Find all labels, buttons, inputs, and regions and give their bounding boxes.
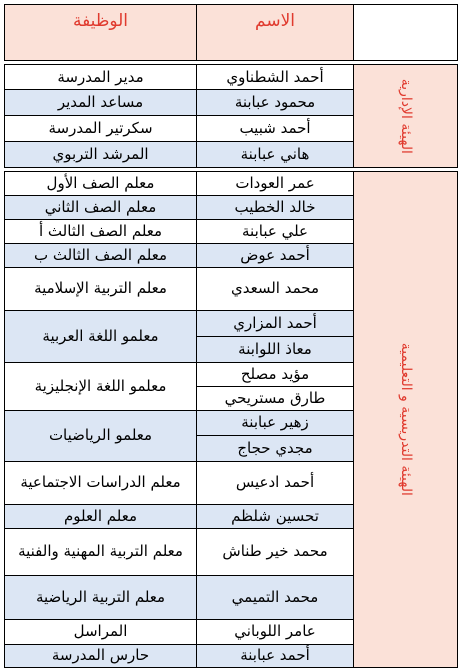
teacher-name-cell: مجدي حجاج: [196, 435, 354, 462]
teacher-name-cell: عامر اللوباني: [196, 619, 354, 645]
teacher-name-cell: معاذ اللوابنة: [196, 336, 354, 363]
teacher-name-cell: خالد الخطيب: [196, 195, 354, 220]
teacher-job-cell: معلم العلوم: [4, 504, 197, 529]
admin-job-cell: مدير المدرسة: [4, 64, 197, 91]
teacher-name-cell: تحسين شلظم: [196, 504, 354, 529]
header-name: الاسم: [196, 4, 354, 61]
teacher-job-cell: معلمو الرياضيات: [4, 410, 197, 462]
teacher-name-cell: محمد السعدي: [196, 267, 354, 311]
teacher-job-cell: معلم الصف الثالث ب: [4, 243, 197, 268]
teacher-name-cell: زهير عبابنة: [196, 410, 354, 436]
group-admin-label: الهيئة الإدارية: [397, 78, 414, 154]
teacher-name-cell: علي عبابنة: [196, 219, 354, 244]
teacher-name-cell: مؤيد مصلح: [196, 362, 354, 387]
teacher-job-cell: المراسل: [4, 619, 197, 645]
admin-name-cell: هاني عبابنة: [196, 141, 354, 168]
teacher-name-cell: محمد التميمي: [196, 575, 354, 620]
teacher-name-cell: محمد خير طناش: [196, 528, 354, 576]
teacher-job-cell: معلمو اللغة الإنجليزية: [4, 362, 197, 411]
header-job: الوظيفة: [4, 4, 197, 61]
admin-job-cell: المرشد التربوي: [4, 141, 197, 168]
teacher-job-cell: معلم التربية الإسلامية: [4, 267, 197, 311]
admin-job-cell: مساعد المدير: [4, 89, 197, 116]
teacher-name-cell: أحمد ادعيس: [196, 461, 354, 505]
group-admin: [353, 64, 458, 168]
teacher-job-cell: معلم التربية المهنية والفنية: [4, 528, 197, 576]
teacher-job-cell: معلم التربية الرياضية: [4, 575, 197, 620]
teacher-name-cell: أحمد عوض: [196, 243, 354, 268]
teacher-job-cell: معلم الصف الثالث أ: [4, 219, 197, 244]
teacher-name-cell: أحمد المزاري: [196, 310, 354, 337]
teacher-job-cell: معلمو اللغة العربية: [4, 310, 197, 363]
admin-name-cell: محمود عبابنة: [196, 89, 354, 116]
teacher-name-cell: طارق مستريحي: [196, 386, 354, 411]
group-teaching-label: الهيئة التدريسية و التعليمية: [397, 342, 414, 497]
teacher-job-cell: معلم الصف الثاني: [4, 195, 197, 220]
admin-name-cell: أحمد شبيب: [196, 115, 354, 142]
teacher-job-cell: معلم الدراسات الاجتماعية: [4, 461, 197, 505]
teacher-job-cell: حارس المدرسة: [4, 644, 197, 668]
header-corner: [353, 4, 458, 61]
teacher-job-cell: معلم الصف الأول: [4, 171, 197, 196]
admin-job-cell: سكرتير المدرسة: [4, 115, 197, 142]
teacher-name-cell: عمر العودات: [196, 171, 354, 196]
admin-name-cell: أحمد الشطناوي: [196, 64, 354, 91]
group-teaching: [353, 171, 458, 668]
teacher-name-cell: أحمد عبابنة: [196, 644, 354, 668]
